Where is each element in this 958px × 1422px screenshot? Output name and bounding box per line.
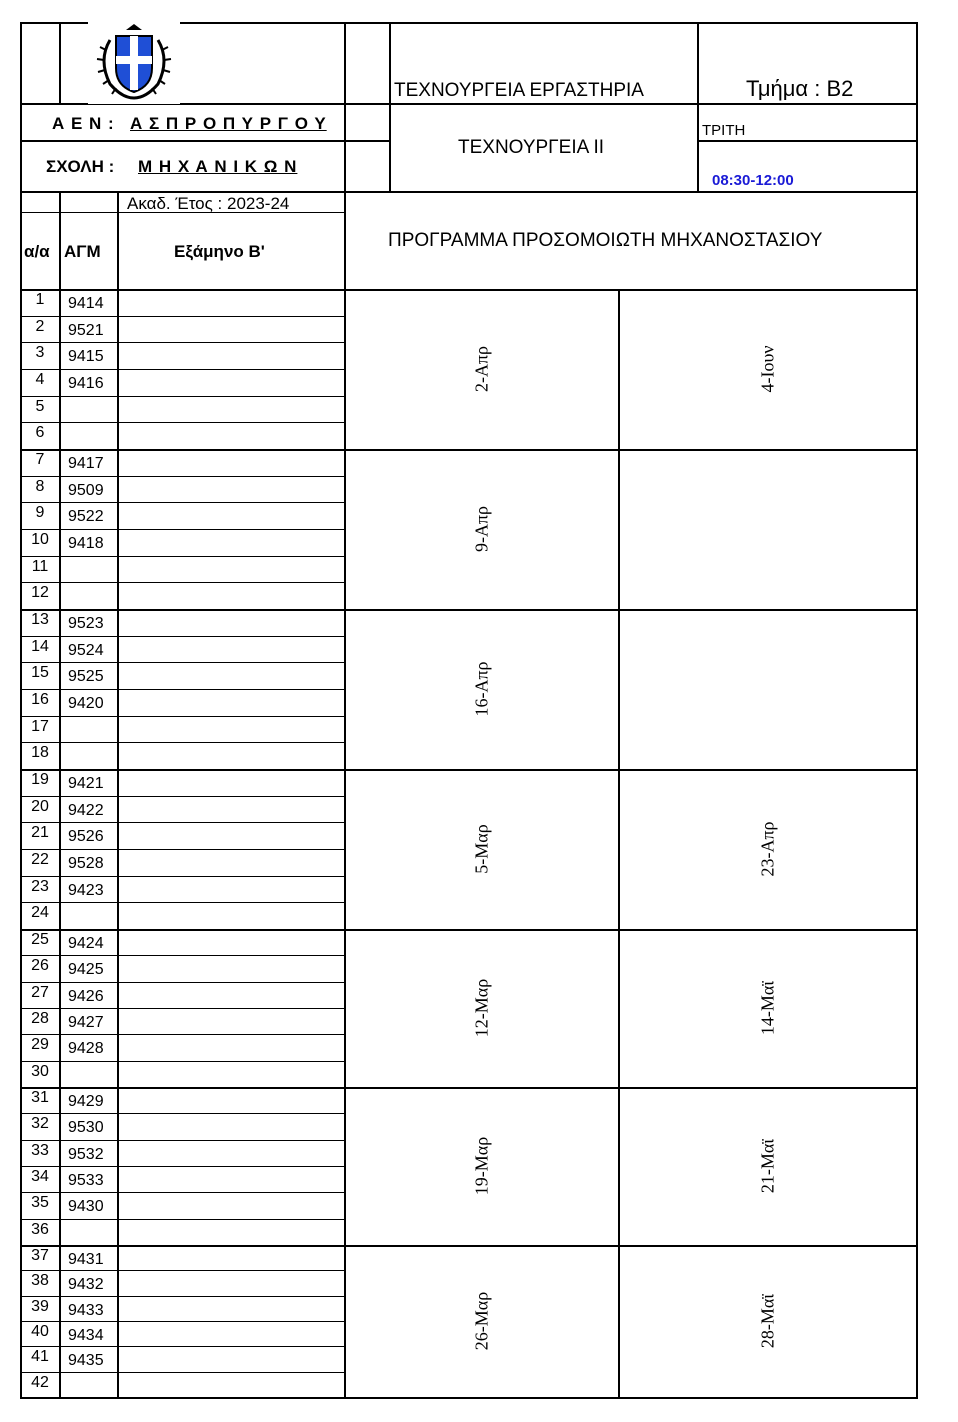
row-number: 28 <box>31 1010 49 1027</box>
col-vline-agm <box>117 191 119 1399</box>
agm-cell: 9415 <box>68 348 104 365</box>
time-label: 08:30-12:00 <box>712 172 794 189</box>
row-number: 10 <box>31 531 49 548</box>
row-number: 12 <box>31 584 49 601</box>
agm-cell: 9425 <box>68 961 104 978</box>
row-number: 2 <box>35 318 45 335</box>
row-number: 13 <box>31 611 49 628</box>
session-date-1: 26-Μαρ <box>471 1291 492 1351</box>
agm-cell: 9417 <box>68 455 104 472</box>
row-divider <box>20 1270 346 1271</box>
agm-cell: 9426 <box>68 988 104 1005</box>
row-number: 6 <box>35 424 45 441</box>
header-hline-3 <box>20 191 918 193</box>
workshop-title: ΤΕΧΝΟΥΡΓΕΙΑ ΕΡΓΑΣΤΗΡΙΑ <box>394 80 644 101</box>
row-number: 21 <box>31 824 49 841</box>
row-divider <box>20 369 346 370</box>
header-hline-2a <box>20 140 391 142</box>
section-label: Τμήμα : Β2 <box>746 76 854 101</box>
header-vline-b <box>344 22 346 192</box>
row-number: 15 <box>31 664 49 681</box>
row-divider <box>20 982 346 983</box>
row-divider <box>20 1296 346 1297</box>
session-date-2: 28-Μαϊ <box>757 1293 778 1349</box>
row-number: 29 <box>31 1036 49 1053</box>
session-date-1: 2-Απρ <box>471 345 492 393</box>
row-number: 23 <box>31 878 49 895</box>
row-number: 36 <box>31 1221 49 1238</box>
row-divider <box>20 1034 346 1035</box>
col-vline-semester <box>344 191 346 1399</box>
row-number: 25 <box>31 931 49 948</box>
header-hline-2b <box>697 140 918 142</box>
group-divider <box>20 1087 918 1089</box>
row-number: 9 <box>35 504 45 521</box>
agm-cell: 9420 <box>68 695 104 712</box>
agm-cell: 9424 <box>68 935 104 952</box>
header-vline-d <box>697 22 699 192</box>
colheader-hline <box>20 289 918 291</box>
agm-cell: 9421 <box>68 775 104 792</box>
col-header-semester: Εξάμηνο Β' <box>174 242 265 261</box>
row-divider <box>20 1219 346 1220</box>
agm-cell: 9429 <box>68 1093 104 1110</box>
aen-value: Α Σ Π Ρ Ο Π Υ Ρ Γ Ο Υ <box>130 114 327 133</box>
row-divider <box>20 849 346 850</box>
row-number: 42 <box>31 1374 49 1391</box>
row-divider <box>20 689 346 690</box>
group-divider <box>20 449 918 451</box>
row-divider <box>20 876 346 877</box>
row-number: 7 <box>35 451 45 468</box>
agm-cell: 9526 <box>68 828 104 845</box>
agm-cell: 9530 <box>68 1119 104 1136</box>
row-divider <box>20 1008 346 1009</box>
row-divider <box>20 796 346 797</box>
date-column-divider <box>618 1087 620 1245</box>
col-vline-aa <box>59 191 61 1399</box>
row-divider <box>20 716 346 717</box>
agm-cell: 9525 <box>68 668 104 685</box>
row-number: 34 <box>31 1168 49 1185</box>
row-number: 33 <box>31 1142 49 1159</box>
agm-cell: 9418 <box>68 535 104 552</box>
header-vline-a <box>59 22 61 104</box>
date-column-divider <box>618 289 620 449</box>
row-divider <box>20 316 346 317</box>
session-date-1: 12-Μαρ <box>471 978 492 1038</box>
agm-cell: 9423 <box>68 882 104 899</box>
session-date-1: 19-Μαρ <box>471 1136 492 1196</box>
aen-label: Α Ε Ν : <box>52 114 115 133</box>
col-header-aa: α/α <box>24 242 50 261</box>
row-number: 35 <box>31 1194 49 1211</box>
row-number: 14 <box>31 638 49 655</box>
row-number: 19 <box>31 771 49 788</box>
row-divider <box>20 476 346 477</box>
row-number: 17 <box>31 718 49 735</box>
date-column-divider <box>618 449 620 609</box>
row-number: 32 <box>31 1115 49 1132</box>
group-divider <box>20 1245 918 1247</box>
row-divider <box>20 822 346 823</box>
row-divider <box>20 1346 346 1347</box>
agm-cell: 9433 <box>68 1302 104 1319</box>
session-date-1: 9-Απρ <box>471 505 492 553</box>
greek-coat-of-arms-icon <box>88 20 180 104</box>
group-divider <box>20 769 918 771</box>
date-column-divider <box>618 609 620 769</box>
agm-cell: 9414 <box>68 295 104 312</box>
session-date-2: 4-Ιουν <box>757 345 778 393</box>
row-number: 39 <box>31 1298 49 1315</box>
agm-cell: 9422 <box>68 802 104 819</box>
border-right <box>916 22 918 1399</box>
row-divider <box>20 1372 346 1373</box>
row-divider <box>20 1140 346 1141</box>
academic-year: Ακαδ. Έτος : 2023-24 <box>127 194 290 213</box>
agm-cell: 9533 <box>68 1172 104 1189</box>
row-number: 27 <box>31 984 49 1001</box>
row-divider <box>20 556 346 557</box>
row-number: 18 <box>31 744 49 761</box>
row-divider <box>20 1166 346 1167</box>
row-divider <box>20 955 346 956</box>
program-title: ΠΡΟΓΡΑΜΜΑ ΠΡΟΣΟΜΟΙΩΤΗ ΜΗΧΑΝΟΣΤΑΣΙΟΥ <box>388 230 823 251</box>
school-label: ΣΧΟΛΗ : <box>46 157 115 176</box>
agm-cell: 9528 <box>68 855 104 872</box>
row-number: 16 <box>31 691 49 708</box>
agm-cell: 9521 <box>68 322 104 339</box>
row-divider <box>20 529 346 530</box>
agm-cell: 9509 <box>68 482 104 499</box>
row-divider <box>20 502 346 503</box>
agm-cell: 9524 <box>68 642 104 659</box>
row-divider <box>20 342 346 343</box>
row-divider <box>20 902 346 903</box>
header-vline-c <box>389 22 391 192</box>
day-label: ΤΡΙΤΗ <box>702 122 746 139</box>
row-divider <box>20 662 346 663</box>
session-date-1: 5-Μαρ <box>471 824 492 874</box>
agm-cell: 9434 <box>68 1327 104 1344</box>
row-number: 22 <box>31 851 49 868</box>
border-bottom <box>20 1397 918 1399</box>
col-header-agm: ΑΓΜ <box>64 242 101 261</box>
agm-cell: 9430 <box>68 1198 104 1215</box>
row-number: 3 <box>35 344 45 361</box>
agm-cell: 9523 <box>68 615 104 632</box>
agm-cell: 9427 <box>68 1014 104 1031</box>
session-date-2: 14-Μαϊ <box>757 980 778 1036</box>
agm-cell: 9522 <box>68 508 104 525</box>
row-divider <box>20 1192 346 1193</box>
row-number: 26 <box>31 957 49 974</box>
row-divider <box>20 1061 346 1062</box>
school-value: Μ Η Χ Α Ν Ι Κ Ω Ν <box>138 157 298 176</box>
group-divider <box>20 929 918 931</box>
agm-cell: 9432 <box>68 1276 104 1293</box>
row-number: 31 <box>31 1089 49 1106</box>
row-number: 11 <box>31 558 49 575</box>
row-number: 1 <box>35 291 45 308</box>
row-divider <box>20 396 346 397</box>
row-divider <box>20 636 346 637</box>
agm-cell: 9431 <box>68 1251 104 1268</box>
agm-cell: 9532 <box>68 1146 104 1163</box>
row-number: 37 <box>31 1247 49 1264</box>
row-number: 41 <box>31 1348 49 1365</box>
row-number: 4 <box>35 371 45 388</box>
agm-cell: 9428 <box>68 1040 104 1057</box>
date-column-divider <box>618 929 620 1087</box>
row-divider <box>20 742 346 743</box>
row-number: 24 <box>31 904 49 921</box>
row-divider <box>20 1113 346 1114</box>
date-column-divider <box>618 769 620 929</box>
course-name: ΤΕΧΝΟΥΡΓΕΙΑ ΙΙ <box>458 137 605 158</box>
row-number: 5 <box>35 398 45 415</box>
agm-cell: 9435 <box>68 1352 104 1369</box>
agm-cell: 9416 <box>68 375 104 392</box>
group-divider <box>20 609 918 611</box>
session-date-1: 16-Απρ <box>471 661 492 717</box>
session-date-2: 21-Μαϊ <box>757 1138 778 1194</box>
date-column-divider <box>618 1245 620 1397</box>
row-divider <box>20 1321 346 1322</box>
row-number: 38 <box>31 1272 49 1289</box>
row-divider <box>20 582 346 583</box>
row-number: 8 <box>35 478 45 495</box>
row-number: 30 <box>31 1063 49 1080</box>
row-divider <box>20 422 346 423</box>
row-number: 40 <box>31 1323 49 1340</box>
session-date-2: 23-Απρ <box>757 821 778 877</box>
row-number: 20 <box>31 798 49 815</box>
